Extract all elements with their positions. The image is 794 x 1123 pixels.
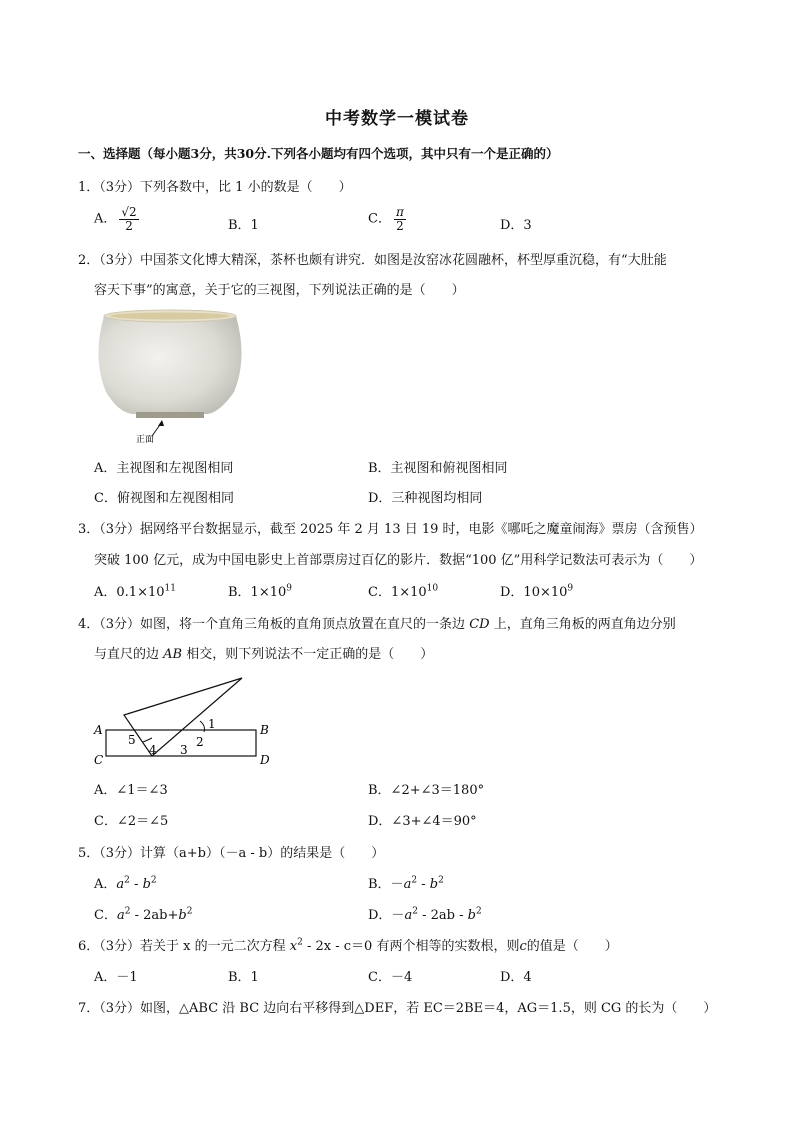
fraction: $\frac{\pi}{2}$ [395,205,404,233]
question-3-stem-line-2: 突破 100 亿元，成为中国电影史上首部票房过百亿的影片．数据“100 亿”用科学记数法可表示为（ ） [94,553,703,568]
question-4-option-d[interactable]: D．∠3+∠4＝90° [368,814,477,829]
question-1-option-a[interactable]: A． $\frac{√2}{2}$ [94,205,137,233]
question-5-stem: 5．（3分）计算（a+b）（－a - b）的结果是（ ） [78,846,385,861]
angle-1-label: 1 [208,717,216,731]
question-5-option-b[interactable]: B．$-a^2 - b^2$ [368,875,444,892]
question-2-option-a[interactable]: A．主视图和左视图相同 [94,461,234,476]
angle-2-label: 2 [196,735,204,749]
question-6-option-d[interactable]: D．4 [500,970,532,985]
angle-5-arc [143,738,152,742]
angle-5-label: 5 [128,733,136,747]
question-3-option-c[interactable]: C．$1\times 10^{10}$ [368,583,439,600]
arrow-head-icon [158,420,164,426]
cup-body [98,311,241,414]
question-2-stem-line-1: 2．（3分）中国茶文化博大精深，茶杯也颇有讲究．如图是汝窑冰花圆融杯，杯型厚重沉稳，有“大肚能 [78,253,667,268]
label-b: B [260,723,269,737]
cup-foot [136,412,204,418]
question-2-stem-line-2: 容天下事”的寓意，关于它的三视图，下列说法正确的是（ ） [94,283,465,298]
question-2-option-d[interactable]: D．三种视图均相同 [368,491,483,506]
question-1-option-b[interactable]: B．1 [228,218,259,233]
question-1-option-c[interactable]: C． $\frac{\pi}{2}$ [368,205,404,233]
question-4-stem-line-1: 4．（3分）如图，将一个直角三角板的直角顶点放置在直尺的一条边 CD 上，直角三角板的两直角边分别 [78,617,676,632]
question-1-stem: 1．（3分）下列各数中，比 1 小的数是（ ） [78,180,352,195]
question-3-option-d[interactable]: D．$10\times 10^9$ [500,583,574,600]
question-7-stem: 7．（3分）如图，△ABC 沿 BC 边向右平移得到△DEF，若 EC＝2BE＝4，AG＝1.5，则 CG 的长为（ ） [78,1001,717,1016]
angle-4-label: 4 [149,743,157,757]
label-c: C [94,753,104,767]
front-label: 正面 [136,435,155,444]
question-5-option-a[interactable]: A．$a^2 - b^2$ [94,875,157,892]
ruler-triangle-figure [92,670,272,770]
question-2-option-c[interactable]: C．俯视图和左视图相同 [94,491,234,506]
section-heading: 一、选择题（每小题3分，共30分.下列各小题均有四个选项，其中只有一个是正确的） [78,146,559,161]
tea-cup-figure [96,308,244,444]
question-4-stem-line-2: 与直尺的边 AB 相交，则下列说法不一定正确的是（ ） [94,647,434,662]
label-d: D [260,753,270,767]
label-a: A [94,723,103,737]
fraction: $\frac{√2}{2}$ [121,205,137,233]
question-5-option-d[interactable]: D．$-a^2 - 2ab - b^2$ [368,906,482,923]
question-4-option-c[interactable]: C．∠2＝∠5 [94,814,169,829]
question-6-stem: 6．（3分）若关于 x 的一元二次方程 $x^2 - 2x - c=0$ 有两个相等的实数根，则c的值是（ ） [78,937,618,954]
question-6-option-b[interactable]: B．1 [228,970,259,985]
question-5-option-c[interactable]: C．$a^2 - 2ab+b^2$ [94,906,193,923]
cup-interior [110,313,230,320]
question-1-option-d[interactable]: D．3 [500,218,532,233]
question-4-option-b[interactable]: B．∠2+∠3＝180° [368,783,485,798]
page-title: 中考数学一模试卷 [325,109,469,129]
question-3-stem-line-1: 3．（3分）据网络平台数据显示，截至 2025 年 2 月 13 日 19 时，电影《哪吒之魔童闹海》票房（含预售） [78,522,703,537]
question-3-option-b[interactable]: B．$1\times 10^9$ [228,583,292,600]
question-3-option-a[interactable]: A．$0.1\times 10^{11}$ [94,583,176,600]
question-4-option-a[interactable]: A．∠1＝∠3 [94,783,168,798]
question-6-option-a[interactable]: A．－1 [94,970,138,985]
angle-3-label: 3 [180,743,188,757]
question-6-option-c[interactable]: C．－4 [368,970,413,985]
question-2-option-b[interactable]: B．主视图和俯视图相同 [368,461,508,476]
